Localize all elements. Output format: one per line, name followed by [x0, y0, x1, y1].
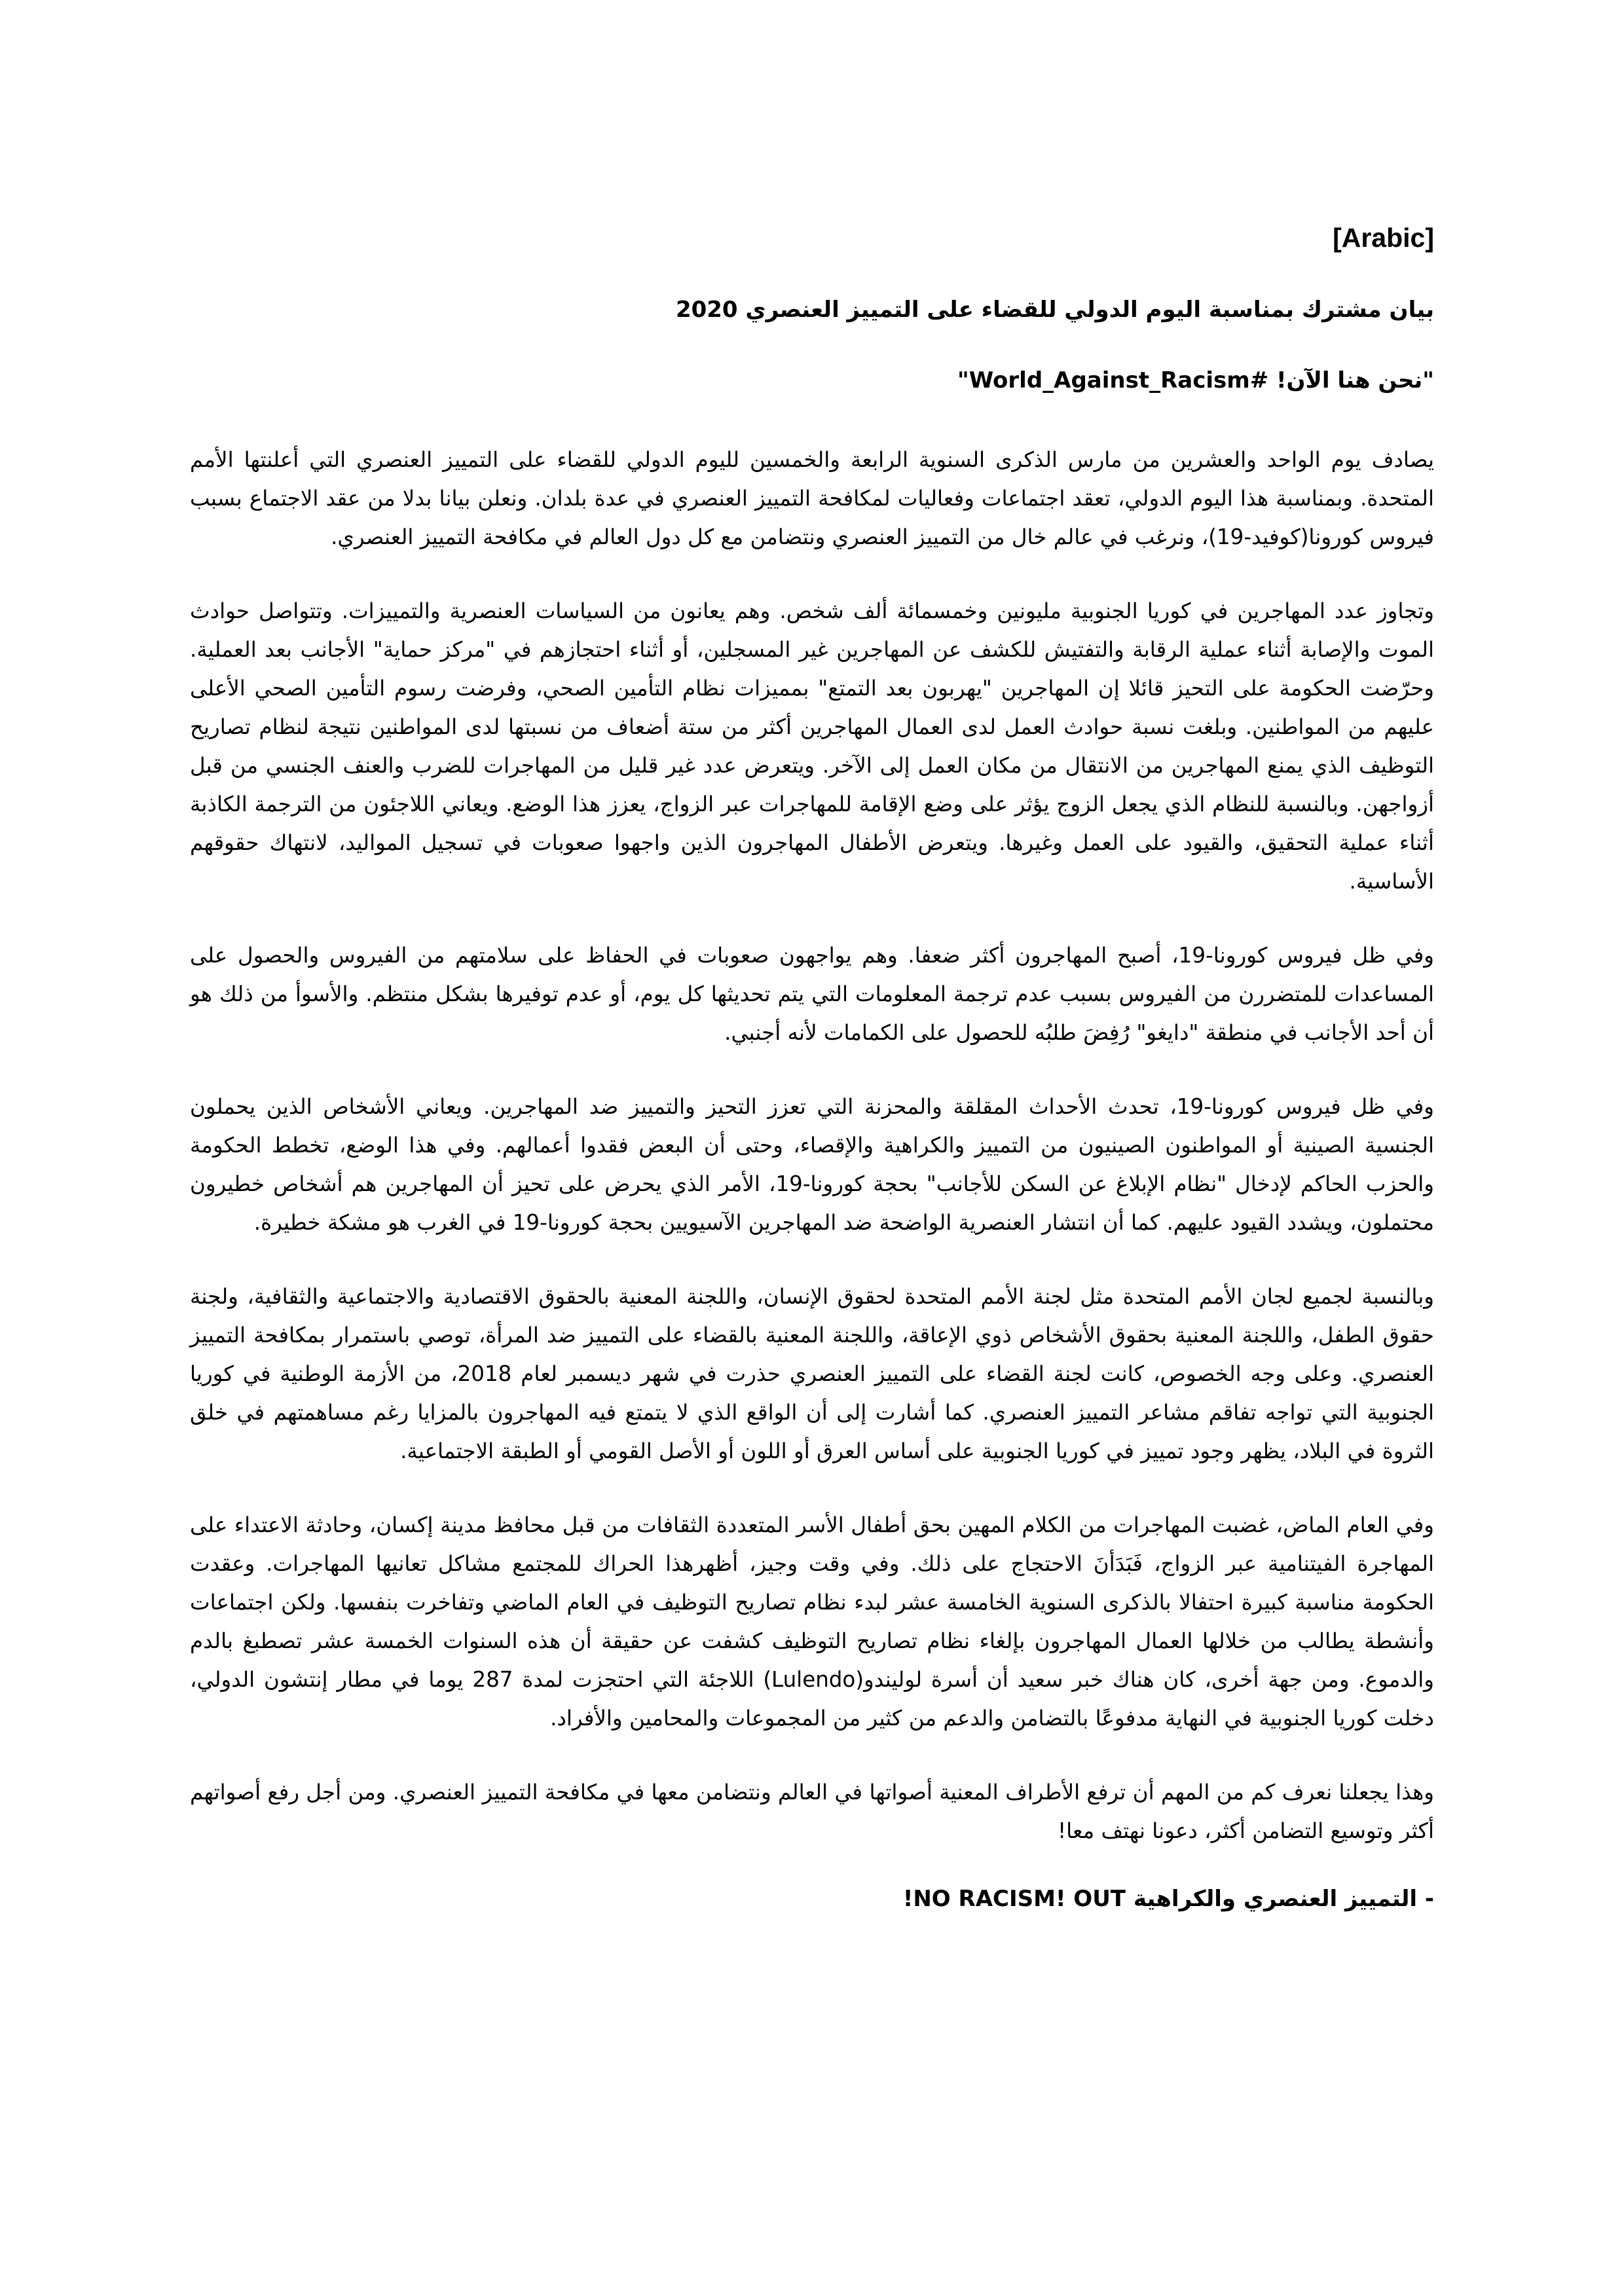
document-subtitle: "نحن هنا الآن! #World_Against_Racism" [957, 367, 1434, 394]
paragraph-3: وفي ظل فيروس كورونا-19، أصبح المهاجرون أكثر ضعفا. وهم يواجهون صعوبات في الحفاظ على سلامتهم من الفيروس والحصول على المساعدات للمتضررن من الفيروس بسبب عدم ترجمة المعلومات التي يتم تحديثها كل يوم، أو عدم توفيرها بشكل منتظم. والأسوأ من ذلك هو أن أحد الأجانب في منطقة "دايغو" رُفِضَ طلبُه للحصول على الكمامات لأنه أجنبي. [190, 943, 1434, 1045]
paragraph-5: وبالنسبة لجميع لجان الأمم المتحدة مثل لجنة الأمم المتحدة لحقوق الإنسان، واللجنة المعنية بالحقوق الاقتصادية والاجتماعية والثقافية، ولجنة حقوق الطفل، واللجنة المعنية بحقوق الأشخاص ذوي الإعاقة، واللجنة المعنية بالقضاء على التمييز ضد المرأة، توصي باستمرار بمكافحة التمييز العنصري. وعلى وجه الخصوص، كانت لجنة القضاء على التمييز العنصري حذرت في شهر ديسمبر لعام 2018، من الأزمة الوطنية في كوريا الجنوبية التي تواجه تفاقم مشاعر التمييز العنصري. كما أشارت إلى أن الواقع الذي لا يتمتع فيه المهاجرون بالمزايا رغم مساهمتهم في خلق الثروة في البلاد، يظهر وجود تمييز في كوريا الجنوبية على أساس العرق أو اللون أو الأصل القومي أو الطبقة الاجتماعية. [190, 1284, 1434, 1463]
paragraph-7: وهذا يجعلنا نعرف كم من المهم أن ترفع الأطراف المعنية أصواتها في العالم ونتضامن معها في مكافحة التمييز العنصري. ومن أجل رفع أصواتهم أكثر وتوسيع التضامن أكثر، دعونا نهتف معا! [190, 1780, 1434, 1843]
paragraph-6: وفي العام الماض، غضبت المهاجرات من الكلام المهين بحق أطفال الأسر المتعددة الثقافات من قبل محافظ مدينة إكسان، وحادثة الاعتداء على المهاجرة الفيتنامية عبر الزواج، فَبَدَأنَ الاحتجاج على ذلك. وفي وقت وجيز، أظهرهذا الحراك للمجتمع مشاكل تعانيها المهاجرات. وعقدت الحكومة مناسبة كبيرة احتفالا بالذكرى السنوية الخامسة عشر لبدء نظام تصاريح التوظيف في العام الماضي وتفاخرت بنفسها. ولكن اجتماعات وأنشطة يطالب من خلالها العمال المهاجرون بإلغاء نظام تصاريح التوظيف كشفت عن حقيقة أن هذه السنوات الخمسة عشر تصطبغ بالدم والدموع. ومن جهة أخرى، كان هناك خبر سعيد أن أسرة لوليندو(Lulendo) اللاجئة التي احتجزت لمدة 287 يوما في مطار إنتشون الدولي، دخلت كوريا الجنوبية في النهاية مدفوعًا بالتضامن والدعم من كثير من المجموعات والمحامين والأفراد. [190, 1513, 1434, 1731]
document-title: بيان مشترك بمناسبة اليوم الدولي للقضاء على التمييز العنصري 2020 [675, 297, 1434, 323]
language-tag: [Arabic] [1333, 223, 1434, 253]
closing-slogan: - التمييز العنصري والكراهية NO RACISM! OUT! [902, 1886, 1434, 1912]
paragraph-1: يصادف يوم الواحد والعشرين من مارس الذكرى السنوية الرابعة والخمسين لليوم الدولي للقضاء على التمييز العنصري التي أعلنتها الأمم المتحدة. وبمناسبة هذا اليوم الدولي، تعقد اجتماعات وفعاليات لمكافحة التمييز العنصري في عدة بلدان. ونعلن بيانا بدلا من عقد الاجتماع بسبب فيروس كورونا(كوفيد-19)، ونرغب في عالم خال من التمييز العنصري ونتضامن مع كل دول العالم في مكافحة التمييز العنصري. [190, 447, 1434, 549]
document-page [190, 223, 1434, 1912]
paragraph-2: وتجاوز عدد المهاجرين في كوريا الجنوبية مليونين وخمسمائة ألف شخص. وهم يعانون من السياسات العنصرية والتمييزات. وتتواصل حوادث الموت والإصابة أثناء عملية الرقابة والتفتيش للكشف عن المهاجرين غير المسجلين، أو أثناء احتجازهم في "مركز حماية" الأجانب بعد العملية. وحرّضت الحكومة على التحيز قائلا إن المهاجرين "يهربون بعد التمتع" بمميزات نظام التأمين الصحي، وفرضت رسوم التأمين الصحي الأعلى عليهم من المواطنين. وبلغت نسبة حوادث العمل لدى العمال المهاجرين أكثر من ستة أضعاف من نسبتها لدى المواطنين نتيجة لنظام تصاريح التوظيف الذي يمنع المهاجرين من الانتقال من مكان العمل إلى الآخر. ويتعرض عدد غير قليل من المهاجرات للضرب والعنف الجنسي من قبل أزواجهن. وبالنسبة للنظام الذي يجعل الزوج يؤثر على وضع الإقامة للمهاجرات عبر الزواج، يعزز هذا الوضع. ويعاني اللاجئون من الترجمة الكاذبة أثناء عملية التحقيق، والقيود على العمل وغيرها. ويتعرض الأطفال المهاجرون الذين واجهوا صعوبات في تسجيل المواليد، لانتهاك حقوقهم الأساسية. [190, 598, 1434, 894]
paragraph-4: وفي ظل فيروس كورونا-19، تحدث الأحداث المقلقة والمحزنة التي تعزز التحيز والتمييز ضد المهاجرين. ويعاني الأشخاص الذين يحملون الجنسية الصينية أو المواطنون الصينيون من التمييز والكراهية والإقصاء، وحتى أن البعض فقدوا أعمالهم. وفي هذا الوضع، تخطط الحكومة والحزب الحاكم لإدخال "نظام الإبلاغ عن السكن للأجانب" بحجة كورونا-19، الأمر الذي يحرض على تحيز أن المهاجرين هم أشخاص خطيرون محتملون، ويشدد القيود عليهم. كما أن انتشار العنصرية الواضحة ضد المهاجرين الآسيويين بحجة كورونا-19 في الغرب هو مشكة خطيرة. [190, 1094, 1434, 1235]
